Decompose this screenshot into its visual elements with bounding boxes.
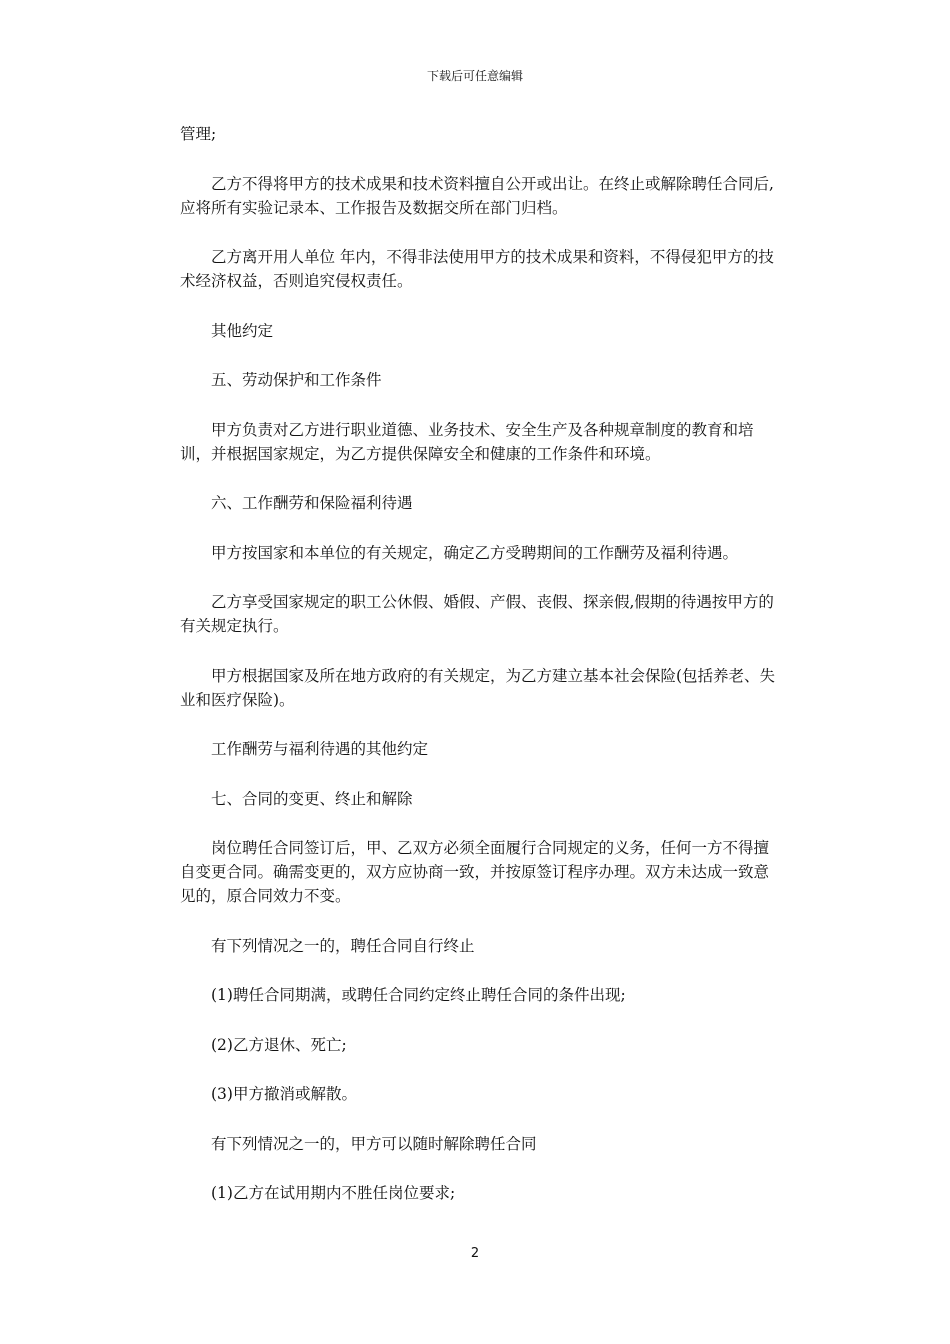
section-note: 其他约定: [211, 321, 274, 340]
list-item: (3)甲方撤消或解散。: [211, 1085, 357, 1103]
list-item: (2)乙方退休、死亡;: [211, 1035, 347, 1054]
section-heading: 七、合同的变更、终止和解除: [211, 789, 413, 808]
section-heading: 五、劳动保护和工作条件: [211, 371, 382, 389]
paragraph: 乙方不得将甲方的技术成果和技术资料擅自公开或出让。在终止或解除聘任合同后,应将所有实验记录本、工作报告及数据交所在部门归档。: [180, 174, 774, 217]
list-item: (1)聘任合同期满，或聘任合同约定终止聘任合同的条件出现;: [211, 986, 626, 1004]
paragraph: 甲方按国家和本单位的有关规定，确定乙方受聘期间的工作酬劳及福利待遇。: [211, 543, 739, 562]
paragraph: 岗位聘任合同签订后，甲、乙双方必须全面履行合同规定的义务，任何一方不得擅自变更合同。确需变更的，双方应协商一致，并按原签订程序办理。双方未达成一致意见的，原合同效力不变。: [180, 839, 770, 905]
paragraph: 甲方根据国家及所在地方政府的有关规定，为乙方建立基本社会保险(包括养老、失业和医疗保险)。: [180, 666, 776, 709]
paragraph: 甲方负责对乙方进行职业道德、业务技术、安全生产及各种规章制度的教育和培训，并根据国家规定，为乙方提供保障安全和健康的工作条件和环境。: [180, 420, 754, 463]
paragraph: 乙方离开用人单位 年内，不得非法使用甲方的技术成果和资料，不得侵犯甲方的技术经济权益，否则追究侵权责任。: [180, 248, 774, 290]
paragraph: 有下列情况之一的，聘任合同自行终止: [211, 936, 475, 955]
section-note: 工作酬劳与福利待遇的其他约定: [211, 740, 429, 758]
paragraph: 管理;: [180, 125, 217, 143]
paragraph: 乙方享受国家规定的职工公休假、婚假、产假、丧假、探亲假,假期的待遇按甲方的有关规定执行。: [180, 593, 774, 635]
page-number: 2: [470, 1246, 480, 1261]
page-header: 下载后可任意编辑: [426, 69, 523, 83]
list-item: (1)乙方在试用期内不胜任岗位要求;: [211, 1184, 456, 1202]
section-heading: 六、工作酬劳和保险福利待遇: [211, 494, 413, 512]
paragraph: 有下列情况之一的，甲方可以随时解除聘任合同: [211, 1134, 537, 1153]
document-body: [180, 122, 780, 1231]
